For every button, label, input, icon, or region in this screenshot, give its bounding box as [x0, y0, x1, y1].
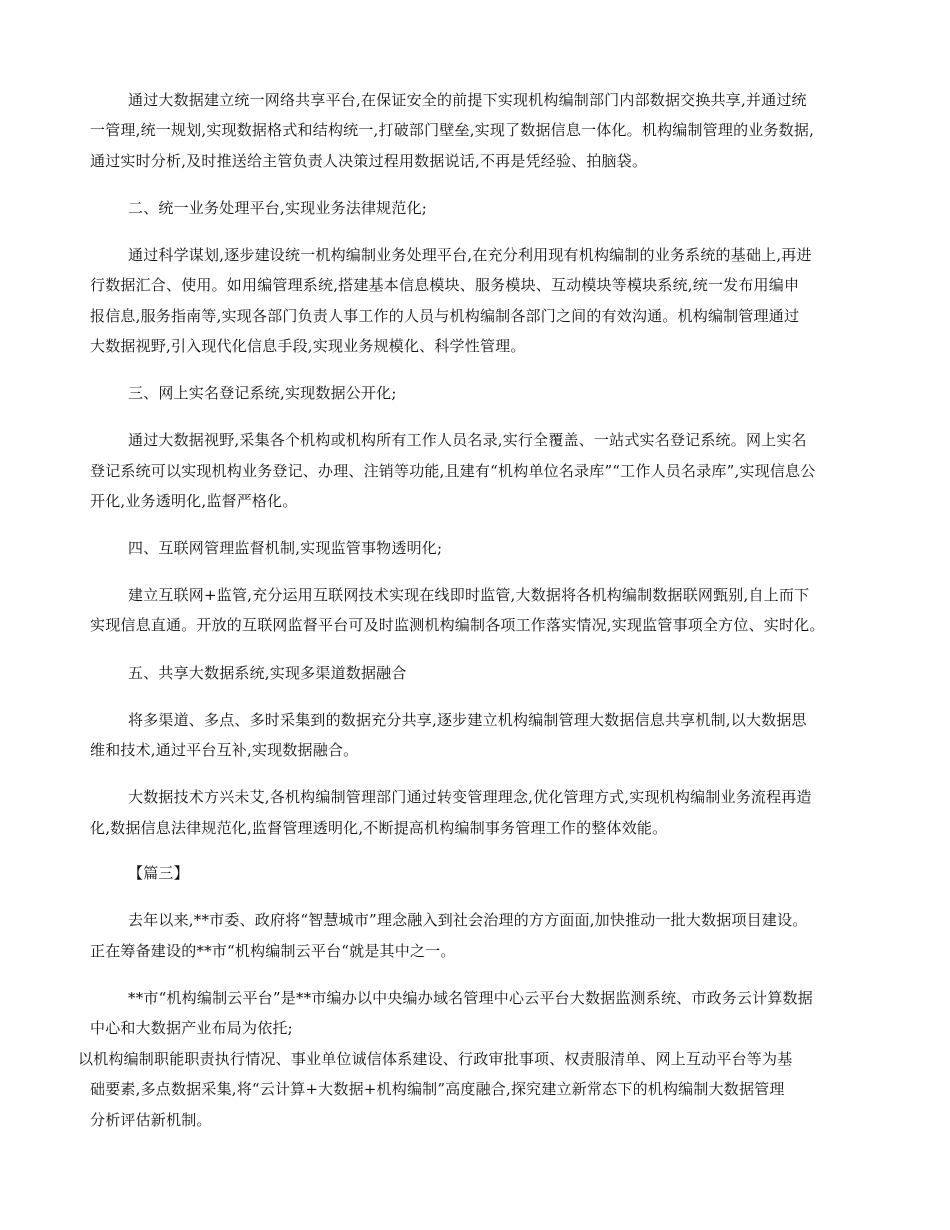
section-heading: 三、网上实名登记系统,实现数据公开化;	[128, 384, 397, 402]
paragraph-line: 化,数据信息法律规范化,监督管理透明化,不断提高机构编制事务管理工作的整体效能。	[90, 819, 668, 837]
paragraph-line: 通过大数据建立统一网络共享平台,在保证安全的前提下实现机构编制部门内部数据交换共享,并通过统	[128, 91, 807, 109]
paragraph-line: 去年以来,**市委、政府将“智慧城市”理念融入到社会治理的方方面面,加快推动一批大数据项目建设。	[128, 911, 808, 929]
part-heading: 【篇三】	[128, 864, 189, 882]
paragraph-line: 实现信息直通。开放的互联网监督平台可及时监测机构编制各项工作落实情况,实现监管事项全方位、实时化。	[90, 616, 825, 634]
paragraph-line: **市“机构编制云平台”是**市编办以中央编办域名管理中心云平台大数据监测系统、市政务云计算数据	[128, 989, 813, 1007]
paragraph-line: 分析评估新机制。	[90, 1111, 212, 1129]
paragraph-line: 登记系统可以实现机构业务登记、办理、注销等功能,且建有“机构单位名录库”“工作人员名录库”,实现信息公	[90, 462, 816, 480]
paragraph-line: 以机构编制职能职责执行情况、事业单位诚信体系建设、行政审批事项、权责服清单、网上互动平台等为基	[78, 1050, 793, 1068]
paragraph-line: 中心和大数据产业布局为依托;	[90, 1019, 293, 1037]
paragraph-line: 将多渠道、多点、多时采集到的数据充分共享,逐步建立机构编制管理大数据信息共享机制,以大数据思	[128, 711, 807, 729]
paragraph-line: 通过实时分析,及时推送给主管负责人决策过程用数据说话,不再是凭经验、拍脑袋。	[90, 152, 648, 170]
paragraph-line: 维和技术,通过平台互补,实现数据融合。	[90, 741, 359, 759]
paragraph-line: 行数据汇合、使用。如用编管理系统,搭建基本信息模块、服务模块、互动模块等模块系统,统一发布用编申	[90, 276, 800, 294]
paragraph-line: 开化,业务透明化,监督严格化。	[90, 492, 298, 510]
paragraph-line: 通过大数据视野,采集各个机构或机构所有工作人员名录,实行全覆盖、一站式实名登记系统。网上实名	[128, 431, 807, 449]
paragraph-line: 建立互联网+监管,充分运用互联网技术实现在线即时监管,大数据将各机构编制数据联网甄别,自上而下	[128, 586, 810, 604]
section-heading: 五、共享大数据系统,实现多渠道数据融合	[128, 664, 407, 682]
paragraph-line: 大数据视野,引入现代化信息手段,实现业务规模化、科学性管理。	[90, 337, 526, 355]
section-heading: 二、统一业务处理平台,实现业务法律规范化;	[128, 199, 428, 217]
paragraph-line: 报信息,服务指南等,实现各部门负责人事工作的人员与机构编制各部门之间的有效沟通。机构编制管理通过	[90, 307, 800, 325]
paragraph-line: 大数据技术方兴未艾,各机构编制管理部门通过转变管理理念,优化管理方式,实现机构编制业务流程再造	[128, 788, 812, 806]
paragraph-line: 通过科学谋划,逐步建设统一机构编制业务处理平台,在充分利用现有机构编制的业务系统的基础上,再进	[128, 246, 812, 264]
section-heading: 四、互联网管理监督机制,实现监管事物透明化;	[128, 539, 443, 557]
paragraph-line: 础要素,多点数据采集,将“云计算+大数据+机构编制”高度融合,探究建立新常态下的机构编制大数据管理	[90, 1080, 785, 1098]
paragraph-line: 正在筹备建设的**市“机构编制云平台“就是其中之一。	[90, 942, 456, 960]
paragraph-line: 一管理,统一规划,实现数据格式和结构统一,打破部门壁垒,实现了数据信息一体化。机构编制管理的业务数据,	[90, 121, 815, 139]
